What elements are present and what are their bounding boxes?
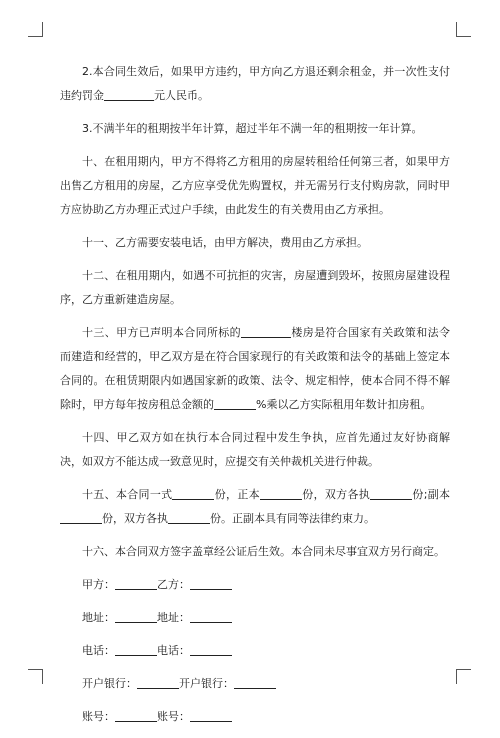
account-a-field[interactable] [115, 709, 157, 722]
clause-text: 份。正副本具有同等法律约束力。 [210, 512, 375, 525]
blank-duplicate-copies[interactable] [60, 511, 102, 524]
party-b-field[interactable] [190, 577, 232, 590]
crop-mark-top-right [456, 22, 471, 37]
clause-text: 元人民币。 [154, 89, 209, 102]
clause-12-force-majeure: 十二、在租用期内，如遇不可抗拒的灾害，房屋遭到毁坏，按照房屋建设程序，乙方重新建造房屋。 [60, 269, 450, 306]
signature-row-parties [82, 573, 450, 597]
signature-row-account [82, 705, 450, 729]
clause-text: 份，正本 [214, 488, 260, 501]
clause-15-copies [60, 483, 450, 531]
blank-total-copies[interactable] [172, 487, 214, 500]
clause-13-policy [60, 321, 450, 417]
crop-mark-bottom-left [28, 669, 43, 684]
address-a-field[interactable] [115, 610, 157, 623]
clause-text: 份，双方各执 [102, 512, 168, 525]
clause-10-sublet: 十、在租用期内，甲方不得将乙方租用的房屋转租给任何第三者，如果甲方出售乙方租用的房屋，乙方应享受优先购置权，并无需另行支付购房款，同时甲方应协助乙方办理正式过户手续，由此发生的有关费用由乙方承担。 [60, 155, 450, 216]
bank-b-label: 开户银行： [179, 677, 234, 690]
clause-text: 份，双方各执 [301, 488, 371, 501]
clause-default-penalty [60, 60, 450, 108]
bank-a-label: 开户银行： [82, 677, 137, 690]
blank-penalty-amount[interactable] [104, 88, 154, 101]
crop-mark-bottom-right [456, 669, 471, 684]
party-b-label: 乙方： [157, 578, 190, 591]
account-b-label: 账号： [157, 710, 190, 723]
phone-a-field[interactable] [115, 643, 157, 656]
blank-original-each[interactable] [370, 487, 412, 500]
address-b-field[interactable] [190, 610, 232, 623]
bank-a-field[interactable] [137, 676, 179, 689]
phone-b-field[interactable] [190, 643, 232, 656]
clause-text: 十三、甲方已声明本合同所标的 [82, 326, 241, 339]
signature-row-bank [82, 672, 450, 696]
bank-b-field[interactable] [234, 676, 276, 689]
clause-14-dispute: 十四、甲乙双方如在执行本合同过程中发生争执，应首先通过友好协商解决，如双方不能达成一致意见时，应提交有关仲裁机关进行仲裁。 [60, 431, 450, 468]
account-b-field[interactable] [190, 709, 232, 722]
clause-text: 2.本合同生效后，如果甲方违约，甲方向乙方退还剩余租金，并一次性支付违约罚金 [60, 65, 450, 102]
blank-building[interactable] [241, 325, 291, 338]
signature-row-phone [82, 639, 450, 663]
signature-row-address [82, 606, 450, 630]
clause-text: %乘以乙方实际租用年数计扣房租。 [256, 398, 432, 411]
clause-16-effective: 十六、本合同双方签字盖章经公证后生效。本合同未尽事宜双方另行商定。 [82, 545, 445, 558]
party-a-label: 甲方： [82, 578, 115, 591]
phone-b-label: 电话： [157, 644, 190, 657]
clause-text: 楼房是符合国家有关政策和法令而建造和经营的，甲乙双方是在符合国家现行的有关政策和法令的基础上签定本合同的。在租赁期限内如遇国家新的政策、法令、规定相悖，使本合同不得不解除时，甲方每年按房租总金额的 [60, 326, 450, 411]
clause-term-calculation: 3.不满半年的租期按半年计算，超过半年不满一年的租期按一年计算。 [82, 122, 423, 135]
blank-duplicate-each[interactable] [168, 511, 210, 524]
crop-mark-top-left [28, 22, 43, 37]
address-a-label: 地址： [82, 611, 115, 624]
account-a-label: 账号： [82, 710, 115, 723]
document-body [60, 60, 450, 738]
blank-percentage[interactable] [214, 397, 256, 410]
clause-text: 份;副本 [412, 488, 451, 501]
party-a-field[interactable] [115, 577, 157, 590]
clause-11-telephone: 十一、乙方需要安装电话，由甲方解决，费用由乙方承担。 [82, 236, 368, 249]
address-b-label: 地址： [157, 611, 190, 624]
phone-a-label: 电话： [82, 644, 115, 657]
clause-text: 十五、本合同一式 [82, 488, 173, 501]
blank-original-copies[interactable] [260, 487, 302, 500]
